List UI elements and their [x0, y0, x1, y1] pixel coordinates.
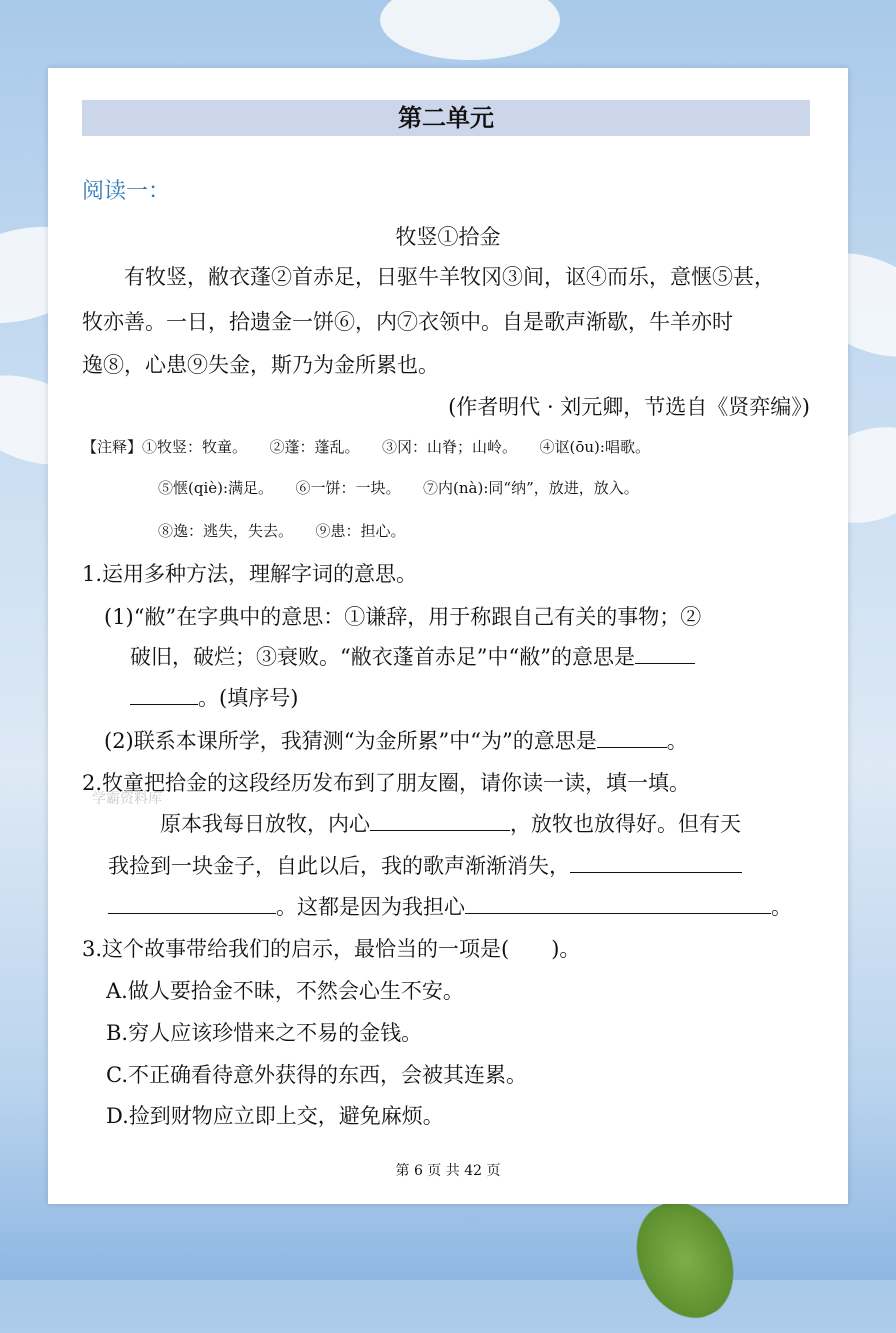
question-2-stem: 2.牧童把拾金的这段经历发布到了朋友圈，请你读一读，填一填。: [82, 771, 691, 795]
option-a[interactable]: A.做人要拾金不昧，不然会心生不安。: [106, 979, 464, 1003]
worksheet-page: [48, 68, 848, 1204]
flower-petal: [380, 0, 560, 60]
question-text: 。: [771, 895, 792, 919]
green-bud: [619, 1187, 751, 1333]
passage-line: 有牧竖，敝衣蓬②首赤足，日驱牛羊牧冈③间，讴④而乐，意惬⑤甚，: [124, 265, 775, 289]
question-text: 。这都是因为我担心: [276, 895, 465, 919]
answer-blank[interactable]: [635, 645, 695, 664]
question-text: 原本我每日放牧，内心: [160, 812, 370, 836]
question-1-sub2: [104, 725, 688, 755]
passage-title: 牧竖①拾金: [395, 225, 501, 249]
question-1-stem: 1.运用多种方法，理解字词的意思。: [82, 562, 418, 586]
notes-row: ⑧逸：逃失，失去。 ⑨患：担心。: [158, 522, 406, 540]
passage-line: 逸⑧，心患⑨失金，斯乃为金所累也。: [82, 353, 439, 377]
question-3-stem: 3.这个故事带给我们的启示，最恰当的一项是( )。: [82, 937, 581, 961]
option-b[interactable]: B.穷人应该珍惜来之不易的金钱。: [106, 1021, 423, 1045]
notes-row: 【注释】①牧竖：牧童。 ②蓬：蓬乱。 ③冈：山脊；山岭。 ④讴(ōu):唱歌。: [82, 438, 650, 456]
answer-blank[interactable]: [465, 895, 771, 914]
answer-blank[interactable]: [597, 729, 667, 748]
question-1-sub1: (1)“敝”在字典中的意思：①谦辞，用于称跟自己有关的事物；②: [104, 605, 702, 629]
question-text: 我捡到一块金子，自此以后，我的歌声渐渐消失，: [108, 854, 570, 878]
reading-heading: 阅读一：: [82, 179, 171, 204]
answer-blank[interactable]: [570, 854, 742, 873]
answer-blank[interactable]: [130, 686, 198, 705]
question-text: (2)联系本课所学，我猜测“为金所累”中“为”的意思是: [104, 729, 597, 753]
question-text: 破旧，破烂；③衰败。“敝衣蓬首赤足”中“敝”的意思是: [130, 645, 635, 669]
question-1-sub1-end: [130, 682, 298, 712]
question-text: 。: [666, 729, 688, 753]
question-text: 。(填序号): [198, 686, 299, 710]
passage-source: (作者明代 · 刘元卿，节选自《贤弈编》): [448, 395, 810, 419]
answer-blank[interactable]: [370, 812, 510, 831]
question-text: ，放牧也放得好。但有天: [510, 812, 741, 836]
question-1-sub1-cont: [130, 641, 695, 671]
question-2-line: [160, 808, 741, 838]
option-c[interactable]: C.不正确看待意外获得的东西，会被其连累。: [106, 1063, 527, 1087]
notes-row: ⑤惬(qiè):满足。 ⑥一饼：一块。 ⑦内(nà):同“纳”，放进，放入。: [158, 479, 639, 497]
answer-blank[interactable]: [108, 895, 276, 914]
question-2-line: [108, 850, 742, 880]
option-d[interactable]: D.捡到财物应立即上交，避免麻烦。: [106, 1104, 444, 1128]
watermark: 学霸资料库: [92, 791, 162, 807]
question-2-line: [108, 891, 792, 921]
passage-line: 牧亦善。一日，拾遗金一饼⑥，内⑦衣领中。自是歌声渐歇，牛羊亦时: [82, 310, 733, 334]
page-footer: 第 6 页 共 42 页: [395, 1163, 501, 1179]
unit-title: 第二单元: [82, 100, 810, 136]
